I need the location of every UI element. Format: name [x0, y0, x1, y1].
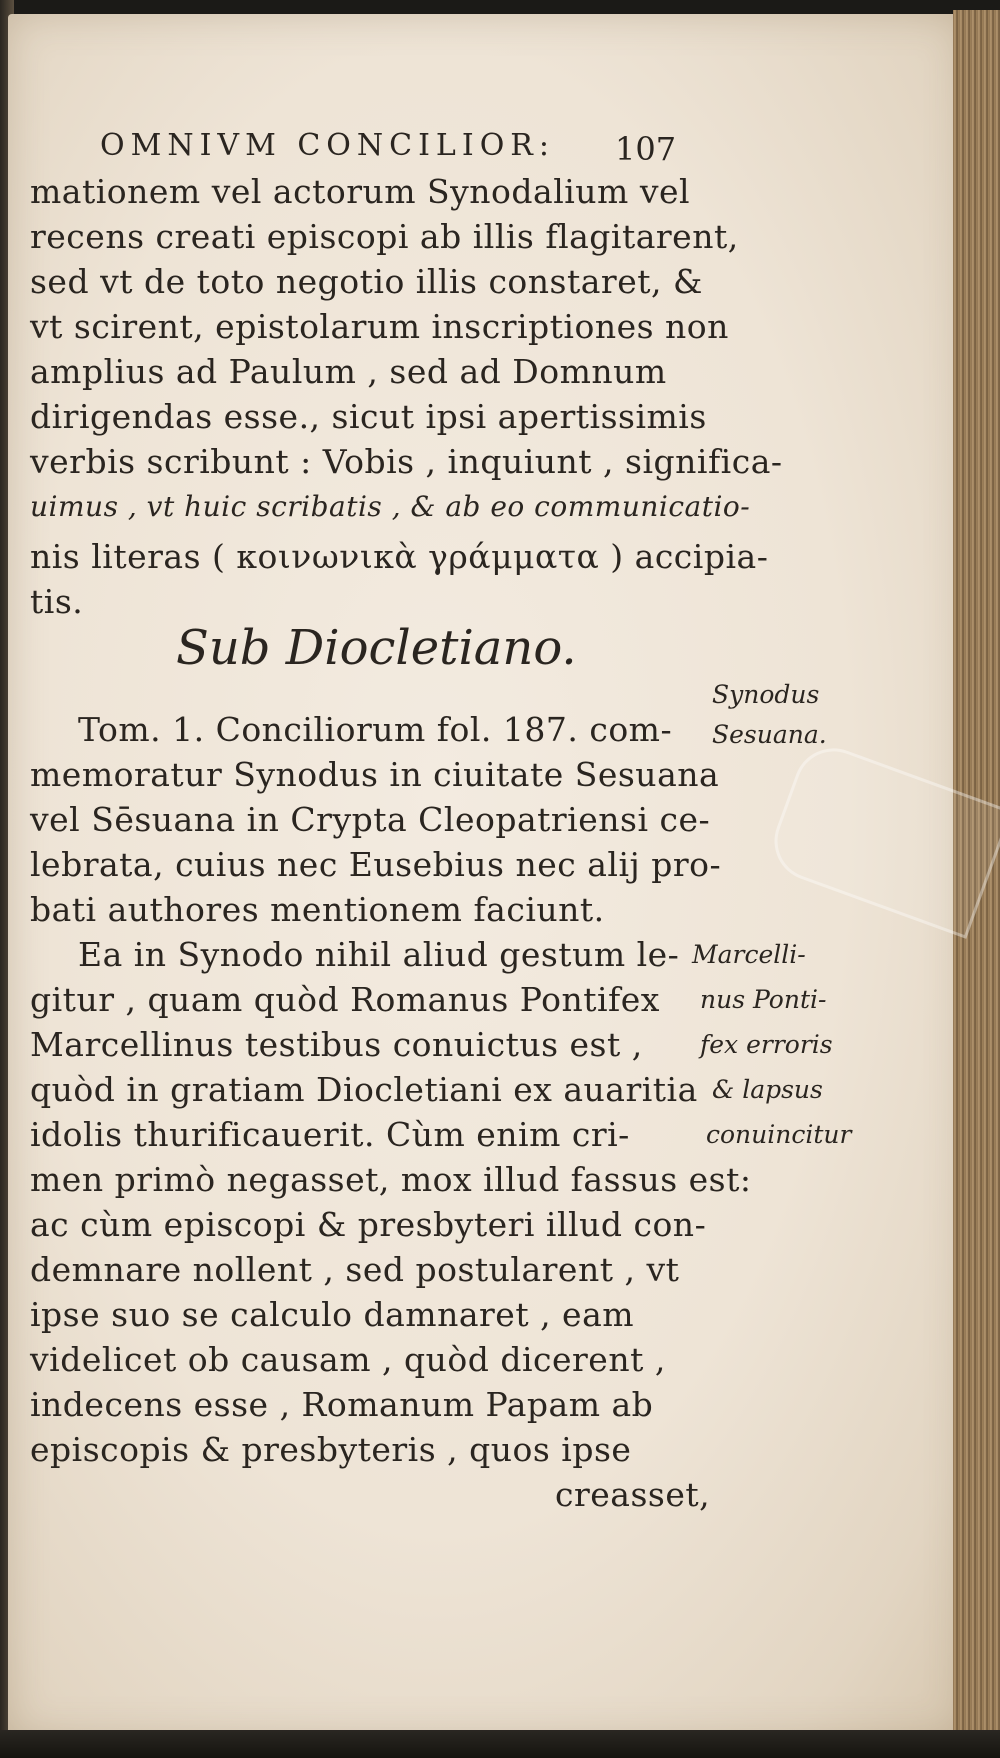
- body-line: ipse suo se calculo damnaret , eam: [30, 1295, 635, 1334]
- body-line: videlicet ob causam , quòd dicerent ,: [30, 1340, 666, 1379]
- body-line: tis.: [30, 582, 84, 621]
- body-line: verbis scribunt : Vobis , inquiunt , significa-: [30, 442, 783, 481]
- body-line: idolis thurificauerit. Cùm enim cri-: [30, 1115, 630, 1154]
- body-line: Marcellinus testibus conuictus est ,: [30, 1025, 643, 1064]
- body-line: demnare nollent , sed postularent , vt: [30, 1250, 680, 1289]
- body-line: bati authores mentionem faciunt.: [30, 890, 605, 929]
- body-line: dirigendas esse., sicut ipsi apertissimis: [30, 397, 707, 436]
- body-line: vt scirent, epistolarum inscriptiones non: [30, 307, 729, 346]
- page-bottom-edge: [0, 1730, 1000, 1758]
- body-line: creasset,: [555, 1475, 711, 1514]
- body-line: quòd in gratiam Diocletiani ex auaritia: [30, 1070, 698, 1109]
- body-line: Ea in Synodo nihil aliud gestum le-: [78, 935, 680, 974]
- body-line: sed vt de toto negotio illis constaret, &: [30, 262, 703, 301]
- marginal-note: nus Ponti-: [700, 985, 827, 1014]
- body-line: mationem vel actorum Synodalium vel: [30, 172, 691, 211]
- body-line: episcopis & presbyteris , quos ipse: [30, 1430, 632, 1469]
- body-line: ac cùm episcopi & presbyteri illud con-: [30, 1205, 707, 1244]
- body-line: uimus , vt huic scribatis , & ab eo communicatio-: [30, 490, 751, 523]
- marginal-note: Synodus: [712, 680, 820, 709]
- body-line: indecens esse , Romanum Papam ab: [30, 1385, 654, 1424]
- running-head: OMNIVM CONCILIOR:: [100, 128, 555, 163]
- body-line: gitur , quam quòd Romanus Pontifex: [30, 980, 660, 1019]
- body-line: memoratur Synodus in ciuitate Sesuana: [30, 755, 720, 794]
- body-line: recens creati episcopi ab illis flagitarent,: [30, 217, 739, 256]
- marginal-note: conuincitur: [706, 1120, 852, 1149]
- body-line: amplius ad Paulum , sed ad Domnum: [30, 352, 667, 391]
- section-heading: Sub Diocletiano.: [176, 620, 577, 676]
- marginal-note: & lapsus: [712, 1075, 823, 1104]
- body-line: lebrata, cuius nec Eusebius nec alij pro-: [30, 845, 722, 884]
- marginal-note: fex erroris: [700, 1030, 833, 1059]
- page-number: 107: [615, 130, 677, 168]
- body-line: vel Sēsuana in Crypta Cleopatriensi ce-: [30, 800, 711, 839]
- body-line: nis literas ( κοινωνικὰ γράμματα ) accipia-: [30, 537, 769, 576]
- body-line: men primò negasset, mox illud fassus est:: [30, 1160, 752, 1199]
- marginal-note: Sesuana.: [712, 720, 827, 749]
- marginal-note: Marcelli-: [692, 940, 806, 969]
- body-line: Tom. 1. Conciliorum fol. 187. com-: [78, 710, 673, 749]
